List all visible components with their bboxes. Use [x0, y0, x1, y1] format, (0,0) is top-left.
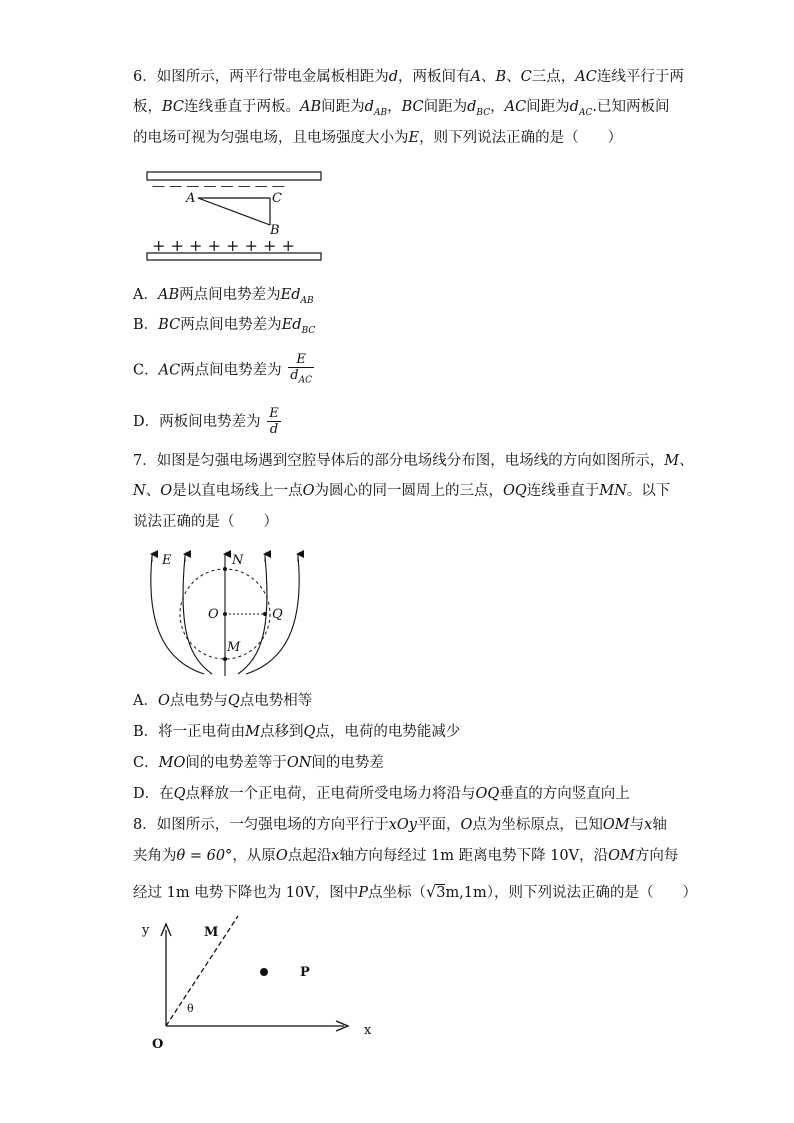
var-AC: AC — [575, 69, 597, 85]
text: 点起沿 — [287, 848, 332, 864]
text: 说法正确的是（ ） — [133, 514, 278, 530]
label-theta: θ — [187, 1002, 194, 1015]
point-P — [260, 968, 268, 976]
var-MN: MN — [599, 483, 627, 499]
minus-signs: — — — — — — — — — [152, 179, 285, 194]
label-O: O — [152, 1037, 164, 1052]
option-label: C． — [133, 755, 159, 771]
fraction-E-over-d — [267, 406, 281, 438]
text: 点电势与 — [169, 693, 228, 709]
text: 间距为 — [526, 99, 570, 115]
option-label: D． — [133, 414, 160, 430]
var-O: O — [160, 483, 173, 499]
q7-option-d — [133, 783, 630, 805]
text: 为圆心的同一圆周上的三点， — [314, 483, 503, 499]
var-BC: BC — [401, 99, 424, 115]
text: ， — [387, 99, 402, 115]
text: 是以直电场线上一点 — [172, 483, 303, 499]
var-N: N — [133, 483, 146, 499]
var-OQ: OQ — [502, 483, 527, 499]
label-A: A — [186, 191, 196, 206]
option-label: C． — [133, 362, 159, 379]
var-E: E — [280, 287, 292, 303]
label-N: N — [232, 553, 244, 568]
point-M — [223, 657, 227, 661]
q8-line-1 — [133, 814, 667, 836]
text: ，从原 — [232, 848, 276, 864]
var-A: A — [470, 69, 482, 85]
text: 、 — [145, 483, 161, 499]
var-E: E — [408, 130, 420, 146]
label-x: x — [364, 1023, 372, 1038]
q6-line-2 — [133, 96, 669, 124]
q7-option-c — [133, 752, 384, 774]
text: 方向每 — [634, 848, 679, 864]
subscript: AC — [578, 107, 593, 118]
q7-figure — [140, 548, 310, 680]
OM-dashed-line — [166, 916, 238, 1026]
var-E: E — [281, 317, 293, 333]
q8-figure — [140, 918, 380, 1053]
label-O: O — [208, 607, 219, 622]
line-AB — [198, 198, 270, 225]
var-d: d — [467, 99, 477, 115]
subscript: BC — [301, 325, 316, 336]
var-O: O — [302, 483, 315, 499]
text: B．将一正电荷由 — [133, 724, 246, 740]
point-N — [223, 567, 227, 571]
q6-option-c — [133, 352, 314, 389]
q6-option-a — [133, 284, 314, 312]
text: 点坐标（ — [368, 885, 426, 901]
var-d: d — [291, 287, 301, 303]
q7-option-a — [133, 690, 312, 712]
text: ， — [490, 99, 505, 115]
text: 点电势相等 — [239, 693, 313, 709]
option-label: A． — [133, 287, 158, 303]
var-Q: Q — [173, 786, 186, 802]
text: 连线垂直于两板。 — [184, 99, 301, 115]
q7-option-b — [133, 721, 460, 743]
var-d: d — [364, 99, 374, 115]
q6-line-3 — [133, 127, 622, 149]
var-BC: BC — [162, 99, 185, 115]
sqrt-radicand: 3 — [436, 885, 446, 901]
var-O: O — [460, 817, 473, 833]
q8-line-3 — [133, 881, 697, 904]
text: 点为坐标原点，已知 — [472, 817, 603, 833]
fraction-E-over-dAC — [288, 352, 314, 389]
text: 垂直的方向竖直向上 — [499, 786, 630, 802]
text: 。以下 — [626, 483, 671, 499]
var-d: d — [290, 368, 299, 383]
text: 点移到 — [260, 724, 304, 740]
var-O: O — [275, 848, 288, 864]
var-O: O — [157, 693, 170, 709]
text: 夹角为 — [133, 848, 177, 864]
text: 间的电势差 — [311, 755, 384, 771]
var-Q: Q — [227, 693, 240, 709]
label-C: C — [272, 191, 282, 206]
q8-line-2 — [133, 845, 678, 867]
text: 三点， — [531, 69, 576, 85]
text: 板， — [133, 99, 162, 115]
var-OQ: OQ — [475, 786, 500, 802]
label-y: y — [142, 923, 150, 938]
label-M: M — [227, 640, 241, 655]
text: 间的电势差等于 — [185, 755, 287, 771]
text: 点，电荷的电势能减少 — [315, 724, 461, 740]
numerator: E — [296, 352, 306, 367]
field-line-4 — [238, 556, 267, 674]
option-label: A． — [133, 693, 158, 709]
text: 连线平行于两 — [596, 69, 684, 85]
text: .已知两板间 — [592, 99, 670, 115]
text: 经过 1m 电势下降也为 10V，图中 — [133, 885, 359, 901]
var-OM: OM — [602, 817, 630, 833]
sqrt-symbol: √ — [426, 882, 437, 901]
text: 轴 — [652, 817, 667, 833]
var-AC: AC — [504, 99, 527, 115]
label-Q: Q — [272, 607, 283, 622]
text: 7．如图是匀强电场遇到空腔导体后的部分电场线分布图，电场线的方向如图所示， — [133, 453, 665, 469]
text: 间距为 — [321, 99, 365, 115]
plus-signs: + + + + + + + + — [152, 236, 295, 255]
var-OM: OM — [608, 848, 635, 864]
var-d: d — [569, 99, 579, 115]
text: 两点间电势差为 — [180, 362, 282, 379]
subscript: BC — [476, 107, 491, 118]
label-E: E — [162, 553, 172, 568]
point-O — [223, 612, 227, 616]
text: 、 — [506, 69, 521, 85]
text: 、 — [481, 69, 496, 85]
text: 的电场可视为匀强电场，且电场强度大小为 — [133, 130, 409, 146]
var-B: B — [495, 69, 507, 85]
subscript: AB — [300, 295, 314, 306]
text: 、 — [679, 453, 694, 469]
var-d: d — [388, 69, 399, 85]
text: 8．如图所示，一匀强电场的方向平行于 — [133, 817, 389, 833]
var-Q: Q — [303, 724, 316, 740]
subscript: AC — [298, 375, 313, 386]
text: 连线垂直于 — [526, 483, 600, 499]
q7-line-2 — [133, 480, 670, 502]
label-B: B — [270, 223, 280, 238]
denominator: d — [267, 421, 281, 438]
var-x: x — [644, 817, 653, 833]
option-label: B． — [133, 317, 159, 333]
var-x: x — [331, 848, 340, 864]
var-ON: ON — [286, 755, 312, 771]
text: 两点间电势差为 — [180, 317, 282, 333]
text: ，两板间有 — [398, 69, 471, 85]
text: 与 — [629, 817, 645, 833]
point-Q — [263, 612, 267, 616]
numerator: E — [269, 406, 279, 421]
label-P: P — [300, 965, 310, 980]
q6-figure — [146, 168, 324, 263]
var-M: M — [664, 453, 680, 469]
var-AB: AB — [157, 287, 180, 303]
subscript: AB — [373, 107, 388, 118]
text: 轴方向每经过 1m 距离电势下降 10V，沿 — [339, 848, 609, 864]
text: 6．如图所示，两平行带电金属板相距为 — [133, 69, 389, 85]
text: ，则下列说法正确的是（ ） — [419, 130, 623, 146]
q6-line-1 — [133, 66, 684, 88]
text: D．在 — [133, 786, 174, 802]
q7-line-3 — [133, 511, 278, 533]
var-AC: AC — [158, 362, 181, 379]
text: m,1m），则下列说法正确的是（ ） — [445, 885, 698, 901]
var-P: P — [358, 885, 368, 901]
var-C: C — [520, 69, 532, 85]
var-M: M — [245, 724, 261, 740]
var-MO: MO — [158, 755, 186, 771]
var-BC: BC — [158, 317, 181, 333]
q6-option-b — [133, 314, 315, 342]
q7-line-1 — [133, 450, 694, 472]
theta-equation: θ = 60° — [176, 848, 233, 864]
q6-option-d — [133, 406, 281, 438]
var-d: d — [292, 317, 302, 333]
label-M: M — [204, 925, 219, 940]
text: 点释放一个正电荷，正电荷所受电场力将沿与 — [185, 786, 476, 802]
text: 平面， — [417, 817, 461, 833]
denominator — [288, 367, 314, 389]
text: 两点间电势差为 — [179, 287, 281, 303]
text: 两板间电势差为 — [159, 414, 261, 430]
text: 间距为 — [423, 99, 468, 115]
var-AB: AB — [300, 99, 322, 115]
var-xOy: xOy — [388, 817, 417, 833]
